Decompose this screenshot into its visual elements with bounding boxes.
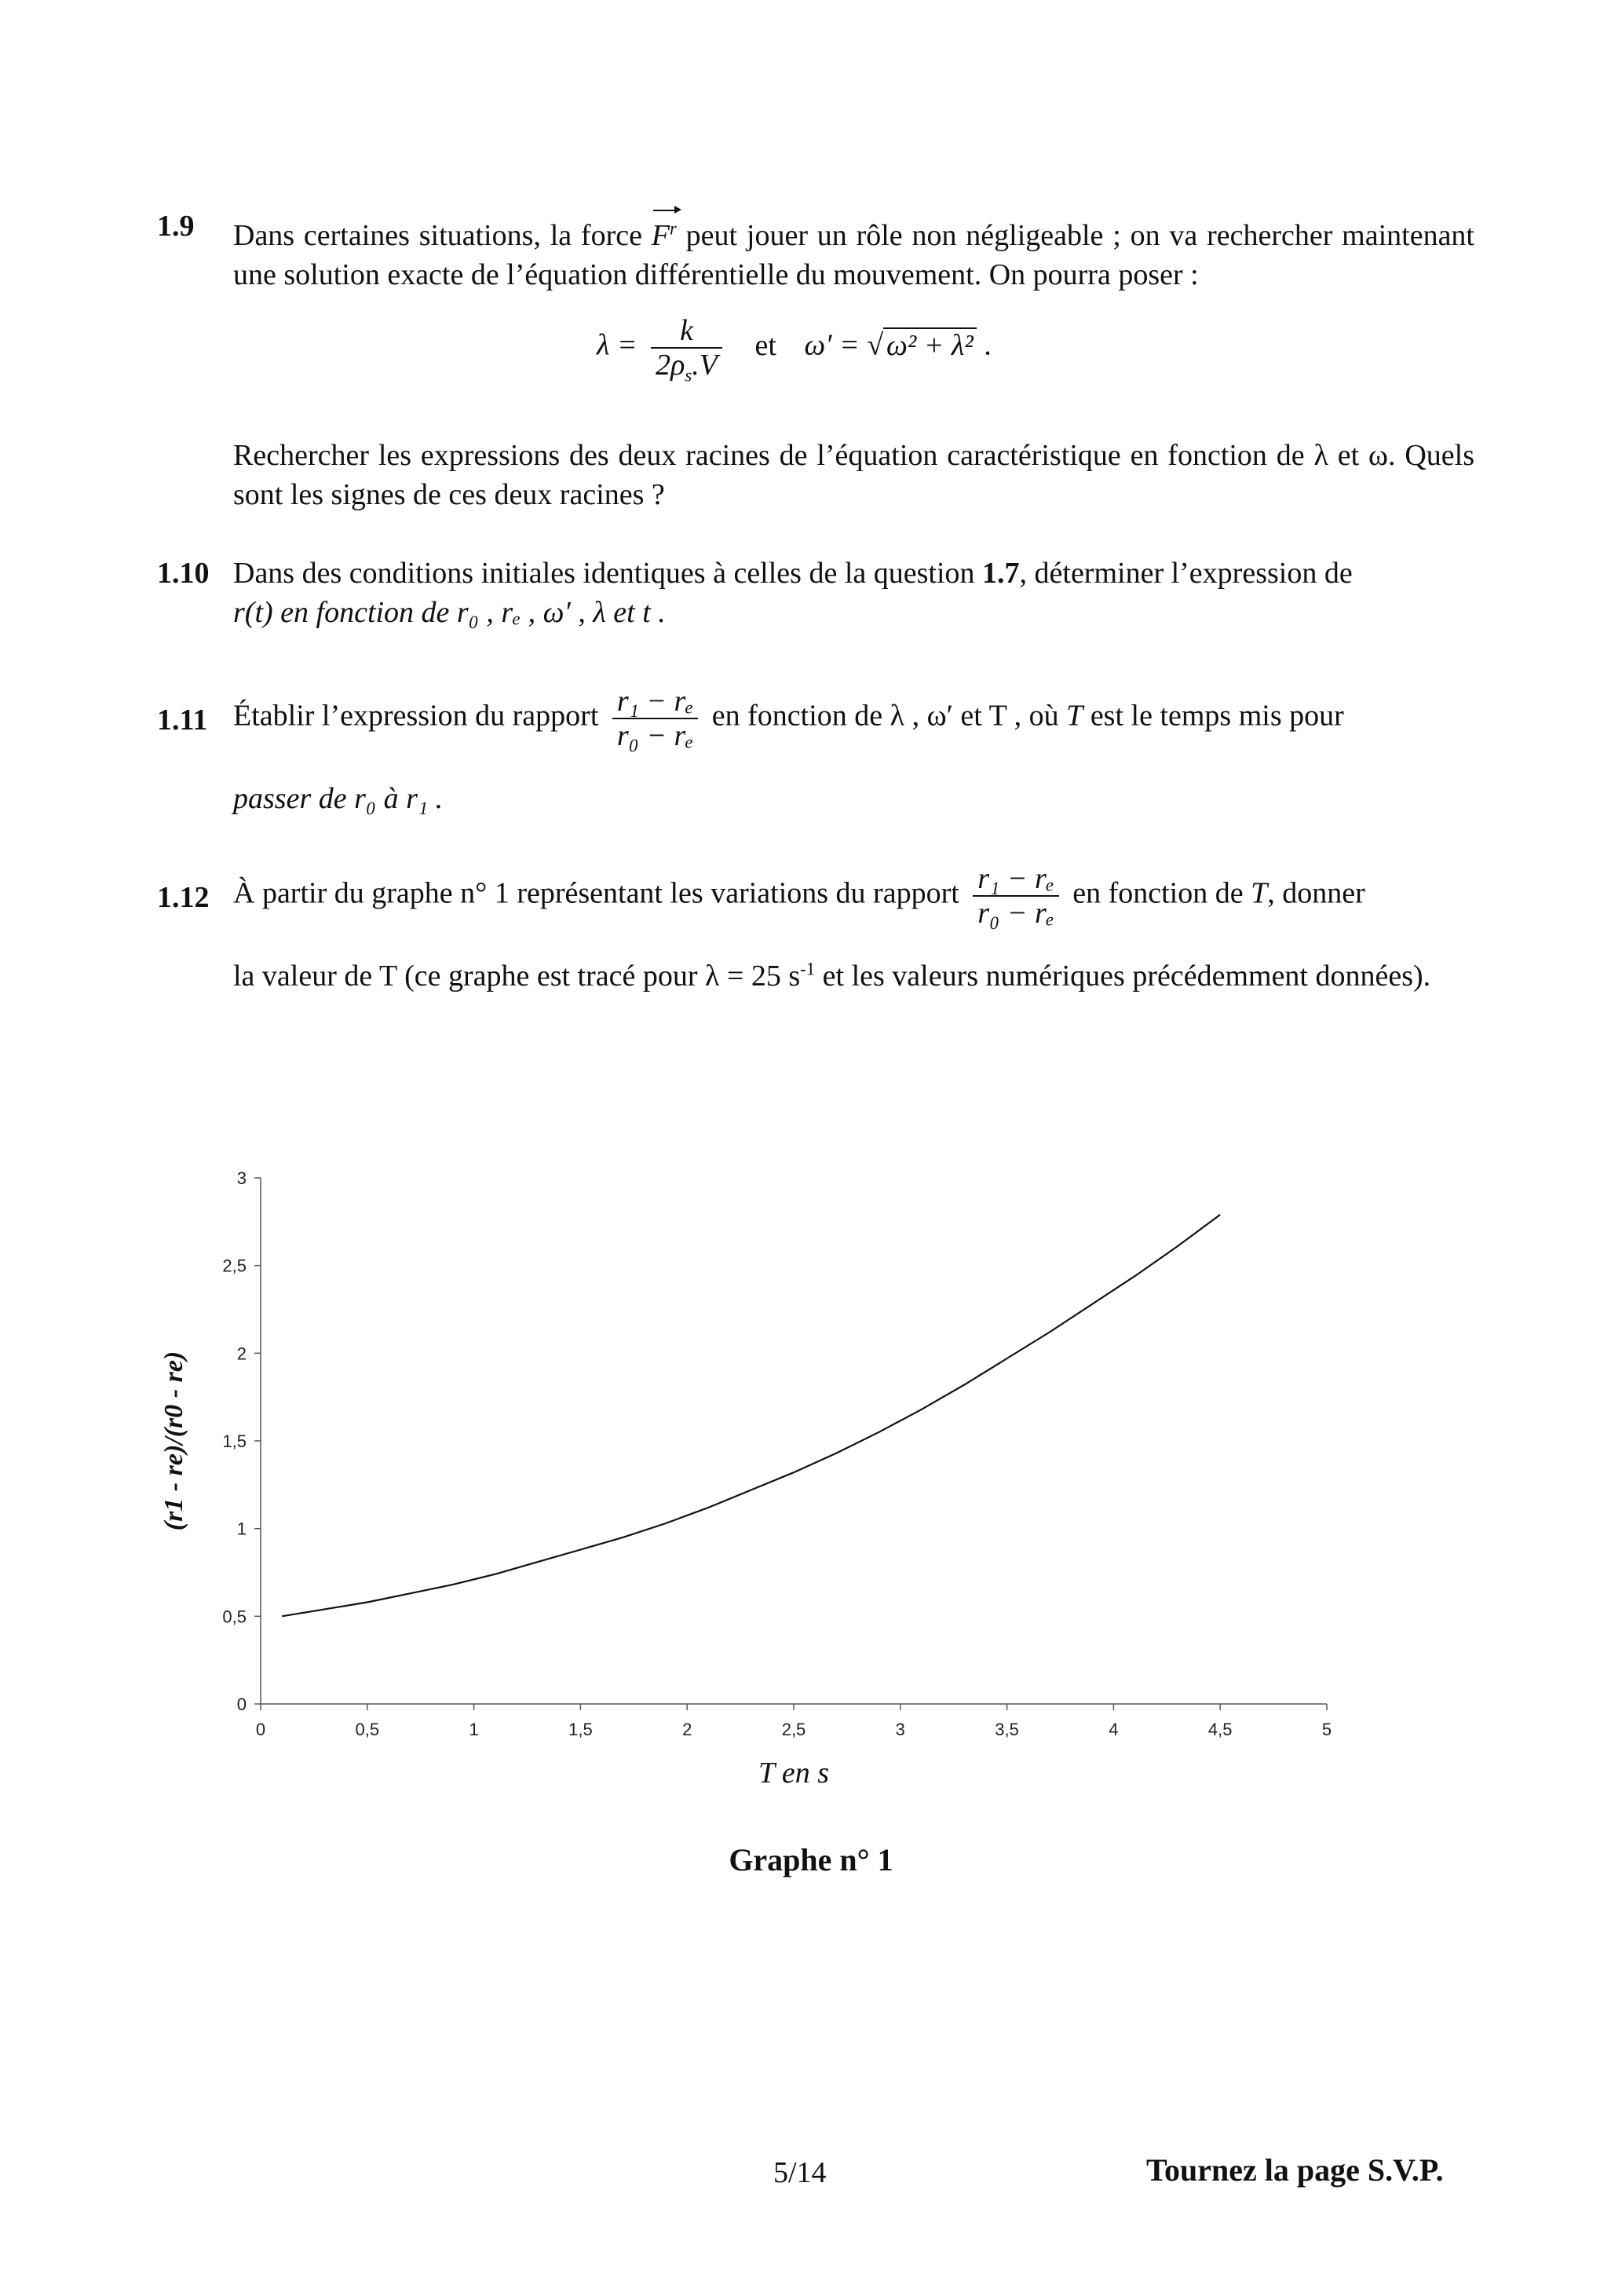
- y-tick-label: 3: [236, 1168, 247, 1188]
- x-tick-label: 5: [1321, 1720, 1332, 1739]
- x-tick-label: 0: [255, 1720, 266, 1739]
- x-tick-label: 2: [682, 1720, 692, 1739]
- ratio-fraction: $\frac{\text{r₁ − rₑ}}{\text{r₀ − rₑ}}$: [612, 685, 698, 752]
- question-text: À partir du graphe n° 1 représentant les variations du rapport $\frac{\text{r₁ − rₑ}}{\text{r₀ − rₑ}}$ en fonction de T, donner: [233, 862, 1365, 930]
- x-tick-label: 2,5: [781, 1720, 806, 1739]
- question-number: 1.12: [157, 881, 210, 914]
- question-number: 1.10: [157, 557, 210, 590]
- force-vector-symbol: $F^r$: [652, 207, 677, 255]
- x-tick-label: 0,5: [355, 1720, 380, 1739]
- x-tick-label: 1: [469, 1720, 479, 1739]
- x-tick-label: 1,5: [568, 1720, 593, 1739]
- page-number: 5/14: [773, 2156, 827, 2189]
- graph-caption: Graphe n° 1: [729, 1842, 893, 1877]
- sqrt-expression: ω² + λ²: [883, 327, 977, 362]
- lambda-fraction: $\frac{k}{2\rho_s.V}$: [651, 314, 722, 382]
- question-text: Dans certaines situations, la force $F^r$ peut jouer un rôle non négligeable ; on va rechercher maintenant une solution exacte de l’équation différentielle du mouvement. On pourra poser :: [233, 207, 1474, 294]
- question-text: Établir l’expression du rapport $\frac{\text{r₁ − rₑ}}{\text{r₀ − rₑ}}$ en fonction de λ , ω′ et T , où T est le temps mis pour: [233, 685, 1344, 752]
- question-number: 1.9: [157, 210, 195, 243]
- y-tick-label: 1: [236, 1519, 247, 1539]
- turn-page-note: Tournez la page S.V.P.: [1146, 2152, 1444, 2188]
- question-text: Dans des conditions initiales identiques à celles de la question 1.7, déterminer l’expression de r(t) en fonction de r₀ , rₑ , ω′ , λ et t .: [233, 557, 1353, 629]
- ratio-fraction: $\frac{\text{r₁ − rₑ}}{\text{r₀ − rₑ}}$: [973, 862, 1058, 930]
- y-axis-label: (r1 - re)/(r0 - re): [159, 1351, 188, 1531]
- x-tick-label: 4: [1109, 1720, 1119, 1739]
- x-tick-label: 4,5: [1207, 1720, 1233, 1739]
- equation-definitions: λ = $\frac{k}{2\rho_s.V}$ et ω′ = √ ω² + λ² .: [597, 314, 992, 386]
- y-tick-label: 0: [236, 1695, 247, 1714]
- y-tick-label: 0,5: [222, 1607, 247, 1627]
- question-number: 1.11: [157, 704, 208, 737]
- y-tick-label: 2,5: [222, 1256, 247, 1276]
- y-tick-label: 1,5: [222, 1431, 247, 1451]
- y-tick-label: 2: [236, 1344, 247, 1364]
- x-tick-label: 3,5: [995, 1720, 1019, 1739]
- x-axis-label: T en s: [758, 1757, 830, 1790]
- series-line-rapport: [282, 1215, 1220, 1616]
- x-tick-label: 3: [895, 1720, 905, 1739]
